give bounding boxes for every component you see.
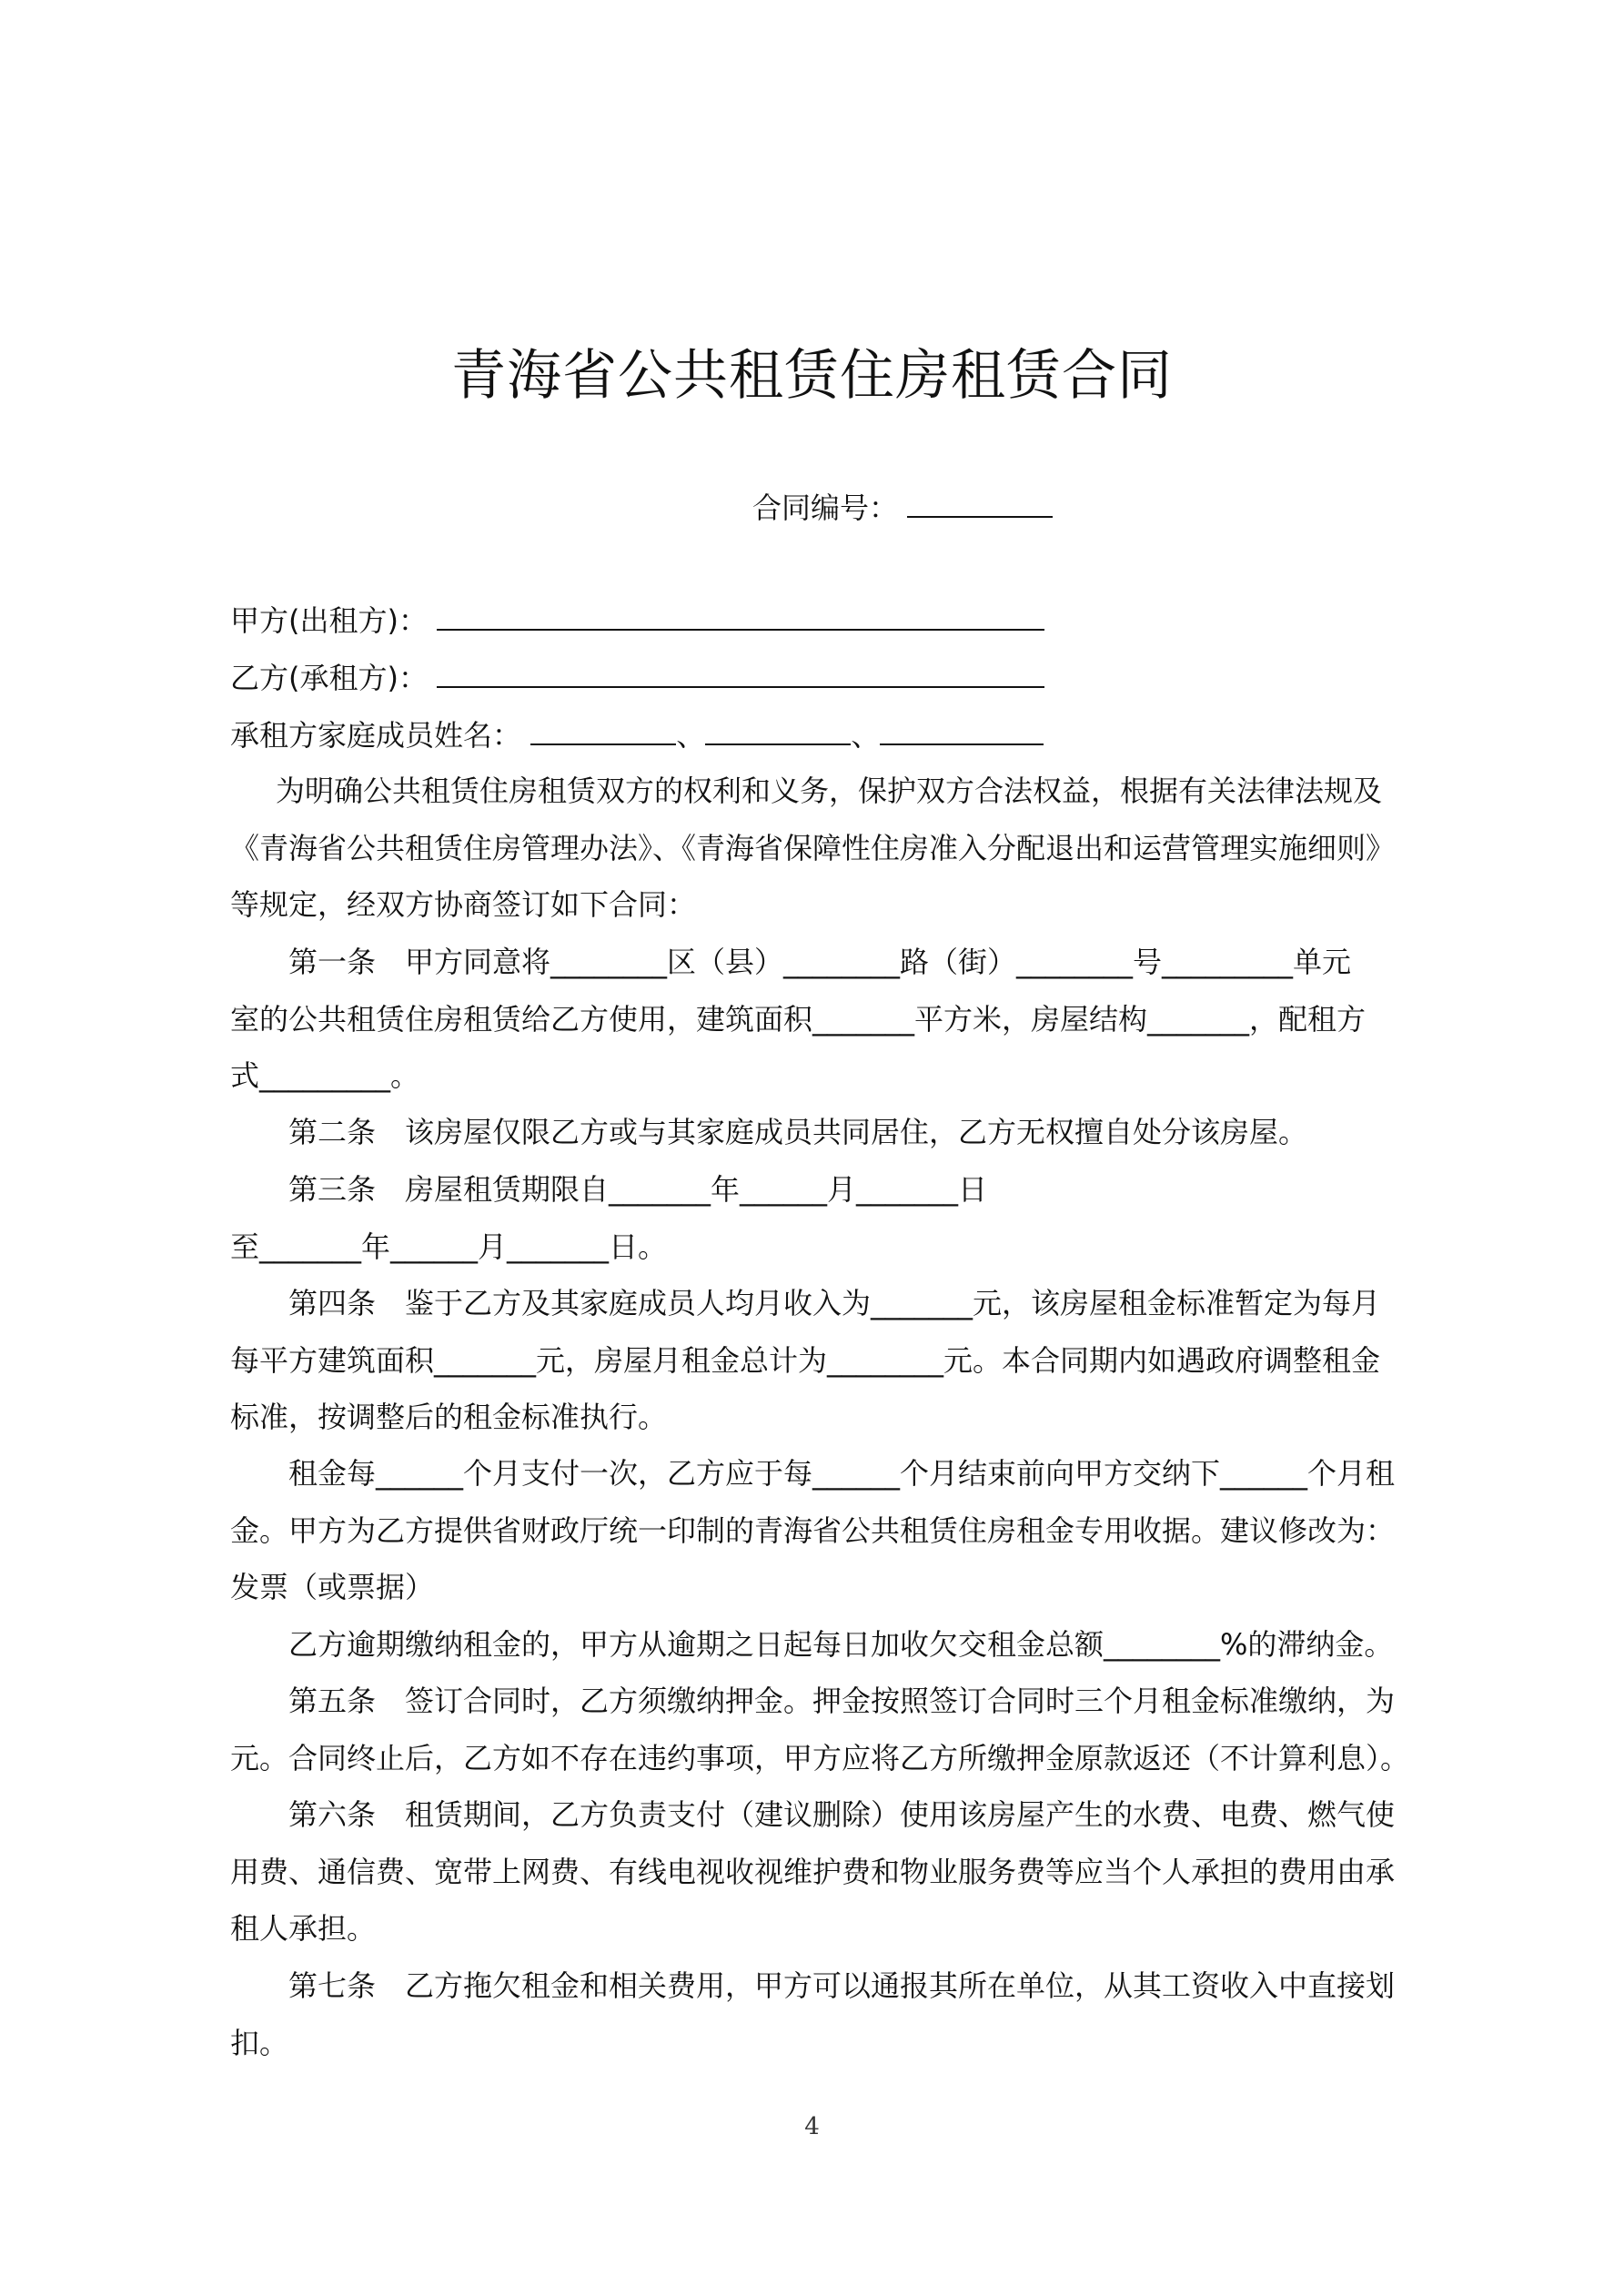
page-number: 4 [804, 2113, 820, 2140]
text-line: 至_______年______月_______日。 [230, 1229, 668, 1264]
family-member-blank-1[interactable] [530, 714, 676, 745]
contract-number-label: 合同编号： [752, 491, 899, 525]
text-line: 等规定，经双方协商签订如下合同： [230, 887, 697, 922]
party-b-label: 乙方(承租方)： [230, 661, 428, 695]
text-line: 室的公共租赁住房租赁给乙方使用，建筑面积_______平方米，房屋结构_______，配租方 [230, 1001, 1367, 1037]
document-title: 青海省公共租赁住房租赁合同 [451, 344, 1173, 408]
preamble-paragraph [230, 763, 1422, 934]
text-line: 扣。 [230, 2025, 289, 2060]
text-line: 每平方建筑面积_______元，房屋月租金总计为________元。本合同期内如遇政府调整租金 [230, 1342, 1381, 1378]
text-line: 租金每______个月支付一次，乙方应于每______个月结束前向甲方交纳下______个月租 [288, 1456, 1396, 1491]
family-member-blank-2[interactable] [705, 714, 851, 745]
text-line: 第三条 房屋租赁期限自_______年______月_______日 [288, 1172, 988, 1207]
text-line: 第七条 乙方拖欠租金和相关费用，甲方可以通报其所在单位，从其工资收入中直接划 [288, 1968, 1396, 2003]
party-a-label: 甲方(出租方)： [230, 603, 428, 638]
text-line: 元。合同终止后，乙方如不存在违约事项，甲方应将乙方所缴押金原款返还（不计算利息）。 [230, 1740, 1410, 1775]
text-line: 第四条 鉴于乙方及其家庭成员人均月收入为_______元，该房屋租金标准暂定为每月 [288, 1286, 1381, 1320]
contract-number-row [752, 487, 1053, 528]
text-line: 标准，按调整后的租金标准执行。 [230, 1400, 668, 1434]
text-line: 式_________。 [230, 1058, 420, 1093]
family-member-blank-3[interactable] [880, 714, 1044, 745]
article-1 [230, 934, 1422, 1105]
rent-payment-paragraph [230, 1445, 1422, 1616]
text-line: 第五条 签订合同时，乙方须缴纳押金。押金按照签订合同时三个月租金标准缴纳，为 [288, 1684, 1396, 1718]
text-line: 租人承担。 [230, 1911, 377, 1946]
text-line: 第二条 该房屋仅限乙方或与其家庭成员共同居住，乙方无权擅自处分该房屋。 [288, 1115, 1308, 1149]
article-5 [230, 1673, 1422, 1786]
article-4 [230, 1275, 1422, 1446]
family-separator: 、 [676, 718, 706, 753]
article-2 [230, 1104, 1422, 1161]
article-7 [230, 1957, 1422, 2071]
late-fee-paragraph [230, 1616, 1422, 1674]
party-b-blank[interactable] [437, 657, 1044, 688]
text-line: 发票（或票据） [230, 1570, 435, 1604]
text-line: 乙方逾期缴纳租金的，甲方从逾期之日起每日加收欠交租金总额________%的滞纳金。 [288, 1627, 1394, 1662]
family-members-row [230, 714, 1044, 755]
party-a-blank[interactable] [437, 600, 1044, 631]
text-line: 第一条 甲方同意将________区（县）________路（街）________号_________单元 [288, 945, 1352, 979]
text-line: 用费、通信费、宽带上网费、有线电视收视维护费和物业服务费等应当个人承担的费用由承 [230, 1854, 1396, 1889]
text-line: 《青海省公共租赁住房管理办法》、《青海省保障性住房准入分配退出和运营管理实施细则》 [230, 830, 1396, 865]
text-line: 为明确公共租赁住房租赁双方的权利和义务，保护双方合法权益，根据有关法律法规及 [276, 774, 1383, 808]
family-separator: 、 [851, 718, 881, 753]
text-line: 金。甲方为乙方提供省财政厅统一印制的青海省公共租赁住房租金专用收据。建议修改为： [230, 1512, 1396, 1548]
party-a-row [230, 600, 1044, 641]
contract-number-blank[interactable] [907, 487, 1053, 518]
article-3 [230, 1161, 1422, 1275]
party-b-row [230, 657, 1044, 698]
article-6 [230, 1786, 1422, 1957]
family-members-label: 承租方家庭成员姓名： [230, 718, 522, 753]
text-line: 第六条 租赁期间，乙方负责支付（建议删除）使用该房屋产生的水费、电费、燃气使 [288, 1797, 1396, 1832]
